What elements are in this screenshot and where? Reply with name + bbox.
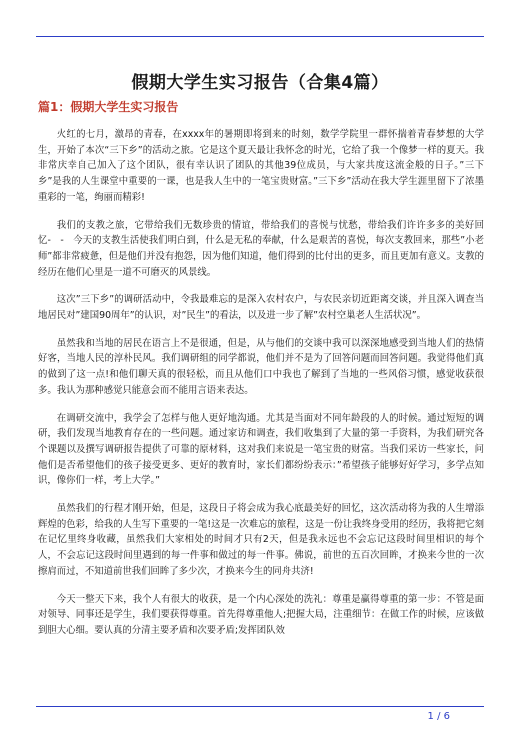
paragraph: 我们的支教之旅，它带给我们无数珍贵的情谊，带给我们的喜悦与忧愁，带给我们许许多多的美好回忆- - 今天的支教生活使我们明白到，什么是无私的奉献，什么是艰苦的喜悦，每次支教回来，那些”小老师”都非常疲惫，但是他们并没有抱怨，因为他们知道，他们得到的比付出的更多，而且更加有意义。支教的经历在他们心里是一道不可磨灭的风景线。 — [38, 219, 484, 278]
paragraph: 虽然我和当地的居民在语言上不是很通，但是，从与他们的交谈中我可以深深地感受到当地人们的热情好客，当地人民的淳朴民风。我们调研组的同学都说，他们并不是为了回答问题而回答问题。我觉得他们真的做到了这一点!和他们聊天真的很轻松，而且从他们口中我也了解到了当地的一些风俗习惯，感觉收获很多。我认为那种感觉只能意会而不能用言语来表达。 — [38, 337, 484, 396]
document-title: 假期大学生实习报告（合集4篇） — [131, 73, 389, 93]
page-number: 1 / 6 — [427, 711, 450, 722]
header-rule — [36, 36, 484, 37]
document-body — [38, 127, 484, 651]
paragraph: 在调研交流中，我学会了怎样与他人更好地沟通。尤其是当面对不同年龄段的人的时候。通过短短的调研，我们发现当地教育存在的一些问题。通过家访和调查，我们收集到了大量的第一手资料，为我们研究各个课题以及撰写调研报告提供了可靠的原材料，这对我们来说是一笔宝贵的财富。当我们采访一些家长，问他们是否希望他们的孩子接受更多、更好的教育时，家长们都纷纷表示：”希望孩子能够好好学习，多学点知识，像你们一样，考上大学。” — [38, 412, 484, 487]
paragraph: 虽然我们的行程才刚开始，但是，这段日子将会成为我心底最美好的回忆，这次活动将为我的人生增添辉煌的色彩，给我的人生写下重要的一笔!这是一次难忘的旅程，这是一份让我终身受用的经历，我将把它刻在记忆里终身收藏，虽然我们大家相处的时间才只有2天，但是我永远也不会忘记这段时间里相识的每个人，不会忘记这段时间里遇到的每一件事和做过的每一件事。佛说，前世的五百次回眸，才换来今世的一次擦肩而过，不知道前世我们回眸了多少次，才换来今生的同舟共济! — [38, 503, 484, 577]
section-heading: 篇1：假期大学生实习报告 — [38, 100, 179, 114]
footer-rule — [36, 706, 484, 707]
paragraph: 火红的七月，激昂的青春，在xxxx年的暑期即将到来的时刻，数学学院里一群怀揣着青春梦想的大学生，开始了本次“三下乡”的活动之旅。它是这个夏天最让我怀念的时光，它给了我一个像梦一样的夏天。我非常庆幸自己加入了这个团队，很有幸认识了团队的其他39位成员，与大家共度这流金般的日子。”三下乡”是我的人生课堂中重要的一课，也是我人生中的一笔宝贵财富。”三下乡”活动在我大学生涯里留下了浓墨重彩的一笔，绚丽而精彩! — [38, 129, 484, 203]
paragraph: 今天一整天下来，我个人有很大的收获，是一个内心深处的洗礼：尊重是赢得尊重的第一步：不管是面对领导、同事还是学生，我们要获得尊重。首先得尊重他人;把握大局，注重细节：在做工作的时候，应该做到胆大心细。要认真的分清主要矛盾和次要矛盾;发挥团队效 — [38, 593, 484, 636]
paragraph: 这次”三下乡”的调研活动中，令我最难忘的是深入农村农户，与农民亲切近距离交谈，并且深入调查当地居民对”建国90周年”的认识，对”民生”的看法，以及进一步了解”农村空巢老人生活状况”。 — [38, 294, 484, 322]
